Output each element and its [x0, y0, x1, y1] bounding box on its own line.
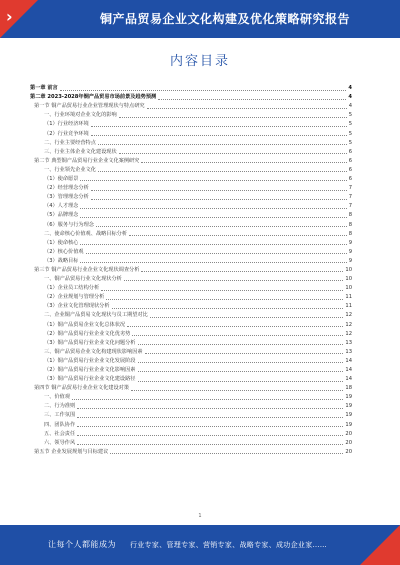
- toc-leader-dots: [131, 390, 343, 391]
- toc-entry[interactable]: [30, 129, 352, 138]
- toc-entry-page: 19: [345, 412, 352, 419]
- toc-entry-page: 8: [348, 221, 352, 228]
- toc-leader-dots: [106, 299, 343, 300]
- toc-leader-dots: [101, 290, 343, 291]
- toc-entry-page: 4: [348, 94, 352, 101]
- toc-entry-page: 13: [345, 348, 352, 355]
- toc-entry-text: 三、铜产品贸易企业文化构建现状影响因素: [44, 348, 143, 355]
- toc-leader-dots: [145, 353, 344, 354]
- toc-entry-text: （5）品牌理念: [44, 212, 79, 219]
- toc-entry-text: 一、价值观: [44, 394, 70, 401]
- toc-entry-text: 第二章 2023-2028年铜产品贸易市场前景及趋势预测: [30, 94, 157, 101]
- toc-entry-page: 12: [345, 330, 352, 337]
- table-of-contents: [30, 84, 352, 457]
- toc-entry-text: （1）企业员工结构分析: [44, 285, 100, 292]
- toc-entry-page: 6: [348, 157, 352, 164]
- toc-entry-page: 5: [348, 130, 352, 137]
- toc-entry-text: 三、行业主体企业文化建设现状: [44, 148, 117, 155]
- toc-entry[interactable]: [30, 448, 352, 457]
- toc-entry-page: 10: [345, 285, 352, 292]
- toc-entry-page: 8: [348, 230, 352, 237]
- toc-entry-page: 5: [348, 139, 352, 146]
- toc-entry-page: 19: [345, 421, 352, 428]
- toc-leader-dots: [141, 271, 343, 272]
- toc-entry[interactable]: [30, 439, 352, 448]
- toc-leader-dots: [91, 199, 347, 200]
- toc-leader-dots: [119, 117, 347, 118]
- toc-entry-text: （3）管理理念分析: [44, 194, 89, 201]
- toc-leader-dots: [80, 217, 346, 218]
- toc-entry[interactable]: [30, 366, 352, 375]
- toc-leader-dots: [77, 417, 343, 418]
- toc-entry[interactable]: [30, 239, 352, 248]
- toc-entry-text: 三、工作氛围: [44, 412, 76, 419]
- toc-entry-text: （1）使命核心: [44, 239, 79, 246]
- toc-entry-text: 第三节 铜产品贸易行业企业文化现状调查分析: [34, 266, 140, 273]
- toc-entry-text: （2）铜产品贸易行业企业文化优劣势: [44, 330, 131, 337]
- toc-entry[interactable]: [30, 384, 352, 393]
- toc-entry[interactable]: [30, 411, 352, 420]
- toc-leader-dots: [91, 126, 347, 127]
- toc-entry[interactable]: [30, 84, 352, 93]
- toc-entry-page: 7: [348, 203, 352, 210]
- toc-entry-text: （3）企业文化管理现状分析: [44, 303, 110, 310]
- toc-entry-text: （6）服务与行为理念: [44, 221, 94, 228]
- toc-entry-text: 五、社会责任: [44, 430, 76, 437]
- toc-entry[interactable]: [30, 393, 352, 402]
- toc-entry[interactable]: [30, 302, 352, 311]
- toc-entry-text: 第一节 铜产品贸易行业企业管理现状与特点研究: [34, 103, 145, 110]
- toc-entry-page: 6: [348, 176, 352, 183]
- toc-entry[interactable]: [30, 402, 352, 411]
- toc-leader-dots: [112, 308, 344, 309]
- toc-leader-dots: [91, 190, 347, 191]
- toc-entry-text: 一、行业领先企业文化: [44, 166, 96, 173]
- toc-entry[interactable]: [30, 275, 352, 284]
- toc-entry-page: 20: [345, 439, 352, 446]
- toc-entry-page: 19: [345, 394, 352, 401]
- toc-entry[interactable]: [30, 211, 352, 220]
- toc-entry[interactable]: [30, 348, 352, 357]
- toc-entry[interactable]: [30, 375, 352, 384]
- toc-entry-text: （2）企业规划与管理分析: [44, 294, 105, 301]
- toc-entry-text: 四、团队协作: [44, 421, 76, 428]
- toc-entry-text: 六、领导作风: [44, 439, 76, 446]
- toc-entry-page: 14: [345, 367, 352, 373]
- toc-entry-page: 19: [345, 403, 352, 410]
- toc-entry[interactable]: [30, 175, 352, 184]
- toc-leader-dots: [147, 108, 347, 109]
- toc-leader-dots: [119, 153, 347, 154]
- toc-entry-text: 一、铜产品贸易行业文化现状分析: [44, 276, 122, 283]
- toc-entry-text: 一、行业环境对企业文化的影响: [44, 112, 117, 119]
- footer-red-corner: [360, 525, 400, 565]
- toc-entry-page: 7: [348, 194, 352, 201]
- toc-entry-text: 二、企业铜产品贸易文化现状与员工期望对比: [44, 312, 148, 319]
- toc-leader-dots: [138, 381, 344, 382]
- toc-entry-page: 9: [348, 248, 352, 255]
- toc-entry-page: 10: [345, 276, 352, 283]
- toc-leader-dots: [77, 435, 343, 436]
- toc-leader-dots: [60, 90, 347, 91]
- toc-entry-page: 5: [348, 121, 352, 128]
- toc-leader-dots: [72, 399, 343, 400]
- toc-entry[interactable]: [30, 266, 352, 275]
- toc-entry-page: 11: [345, 294, 352, 301]
- toc-leader-dots: [129, 235, 347, 236]
- toc-entry[interactable]: [30, 230, 352, 239]
- toc-entry-text: （1）使命愿景: [44, 176, 79, 183]
- toc-entry-text: （3）铜产品贸易行业企业文化问题分析: [44, 339, 136, 346]
- toc-entry-page: 20: [345, 430, 352, 437]
- toc-leader-dots: [80, 262, 346, 263]
- toc-entry[interactable]: [30, 320, 352, 329]
- toc-entry-page: 9: [348, 257, 352, 264]
- toc-entry-page: 13: [345, 339, 352, 346]
- toc-entry[interactable]: [30, 248, 352, 257]
- toc-leader-dots: [141, 162, 346, 163]
- toc-entry[interactable]: [30, 430, 352, 439]
- toc-leader-dots: [132, 335, 343, 336]
- toc-entry-page: 4: [348, 103, 352, 110]
- toc-leader-dots: [98, 144, 347, 145]
- toc-entry[interactable]: [30, 202, 352, 211]
- toc-entry[interactable]: [30, 339, 352, 348]
- toc-entry-text: （2）经营理念分析: [44, 185, 89, 192]
- toc-leader-dots: [138, 362, 344, 363]
- toc-entry[interactable]: [30, 93, 352, 102]
- toc-entry[interactable]: [30, 293, 352, 302]
- toc-entry[interactable]: [30, 157, 352, 166]
- toc-entry[interactable]: [30, 357, 352, 366]
- toc-entry[interactable]: [30, 284, 352, 293]
- toc-entry-text: （2）铜产品贸易行业企业文化影响因素: [44, 367, 136, 373]
- toc-entry-text: （3）铜产品贸易行业企业文化建设路径: [44, 376, 136, 383]
- toc-entry-text: （1）铜产品贸易企业文化总体状况: [44, 321, 126, 328]
- toc-entry[interactable]: [30, 257, 352, 266]
- toc-leader-dots: [98, 171, 347, 172]
- toc-entry-text: （1）行业经济环境: [44, 121, 89, 128]
- toc-entry-page: 4: [348, 85, 352, 92]
- toc-entry-page: 6: [348, 166, 352, 173]
- toc-entry-page: 7: [348, 185, 352, 192]
- toc-leader-dots: [77, 426, 343, 427]
- toc-entry-text: （2）行业竞争环境: [44, 130, 89, 137]
- toc-leader-dots: [80, 208, 346, 209]
- toc-entry[interactable]: [30, 193, 352, 202]
- toc-entry[interactable]: [30, 220, 352, 229]
- report-footer: [0, 525, 400, 565]
- toc-entry-text: 二、行为准则: [44, 403, 76, 410]
- toc-leader-dots: [110, 453, 343, 454]
- toc-entry[interactable]: [30, 102, 352, 111]
- toc-leader-dots: [127, 326, 343, 327]
- toc-entry[interactable]: [30, 148, 352, 157]
- toc-entry[interactable]: [30, 139, 352, 148]
- toc-leader-dots: [80, 180, 346, 181]
- toc-entry-page: 14: [345, 357, 352, 364]
- report-title: 铜产品贸易企业文化构建及优化策略研究报告: [99, 12, 350, 26]
- toc-entry-text: （3）战略目标: [44, 257, 79, 264]
- toc-entry[interactable]: [30, 184, 352, 193]
- toc-entry-text: （1）铜产品贸易行业企业文化发展阶段: [44, 357, 136, 364]
- toc-entry-page: 8: [348, 212, 352, 219]
- toc-entry-text: 二、使命核心价值观、战略目标分析: [44, 230, 128, 237]
- toc-leader-dots: [124, 280, 344, 281]
- toc-entry-page: 18: [345, 385, 352, 392]
- page-number: 1: [198, 513, 202, 519]
- toc-entry-page: 6: [348, 148, 352, 155]
- toc-entry-text: 第二节 典型铜产品贸易行业企业文化案例研究: [34, 157, 140, 164]
- toc-entry[interactable]: [30, 120, 352, 129]
- toc-entry-page: 9: [348, 239, 352, 246]
- toc-entry-page: 5: [348, 112, 352, 119]
- toc-entry-text: （4）人才理念: [44, 203, 79, 210]
- toc-entry-text: （2）核心价值观: [44, 248, 84, 255]
- toc-entry[interactable]: [30, 111, 352, 120]
- toc-leader-dots: [77, 444, 343, 445]
- toc-leader-dots: [77, 408, 343, 409]
- toc-leader-dots: [96, 226, 347, 227]
- toc-entry-text: 第五节 企业发展规划与目标建议: [34, 448, 109, 455]
- report-header: [0, 0, 400, 38]
- toc-leader-dots: [80, 244, 346, 245]
- arrow-icon: ›: [6, 7, 13, 26]
- toc-entry[interactable]: [30, 311, 352, 320]
- toc-leader-dots: [86, 253, 347, 254]
- toc-leader-dots: [138, 371, 344, 372]
- toc-leader-dots: [91, 135, 347, 136]
- toc-entry-page: 20: [345, 448, 352, 455]
- toc-heading: 内容目录: [169, 54, 230, 69]
- toc-leader-dots: [158, 99, 346, 100]
- toc-entry-page: 12: [345, 321, 352, 328]
- toc-entry-page: 12: [345, 312, 352, 319]
- toc-entry-page: 11: [345, 303, 352, 310]
- toc-entry-text: 第一章 前言: [30, 85, 58, 92]
- toc-entry-text: 第四节 铜产品贸易行业企业文化建设对策: [34, 385, 130, 392]
- toc-entry-text: 二、行业主要经营特点: [44, 139, 96, 146]
- toc-entry[interactable]: [30, 330, 352, 339]
- toc-entry[interactable]: [30, 420, 352, 429]
- footer-slogan: 让每个人都能成为: [48, 540, 116, 549]
- toc-entry[interactable]: [30, 166, 352, 175]
- toc-leader-dots: [138, 344, 344, 345]
- toc-entry-page: 14: [345, 376, 352, 383]
- toc-leader-dots: [150, 317, 344, 318]
- toc-entry-page: 10: [345, 266, 352, 273]
- footer-tags: 行业专家、管理专家、营销专家、战略专家、成功企业家……: [130, 541, 328, 549]
